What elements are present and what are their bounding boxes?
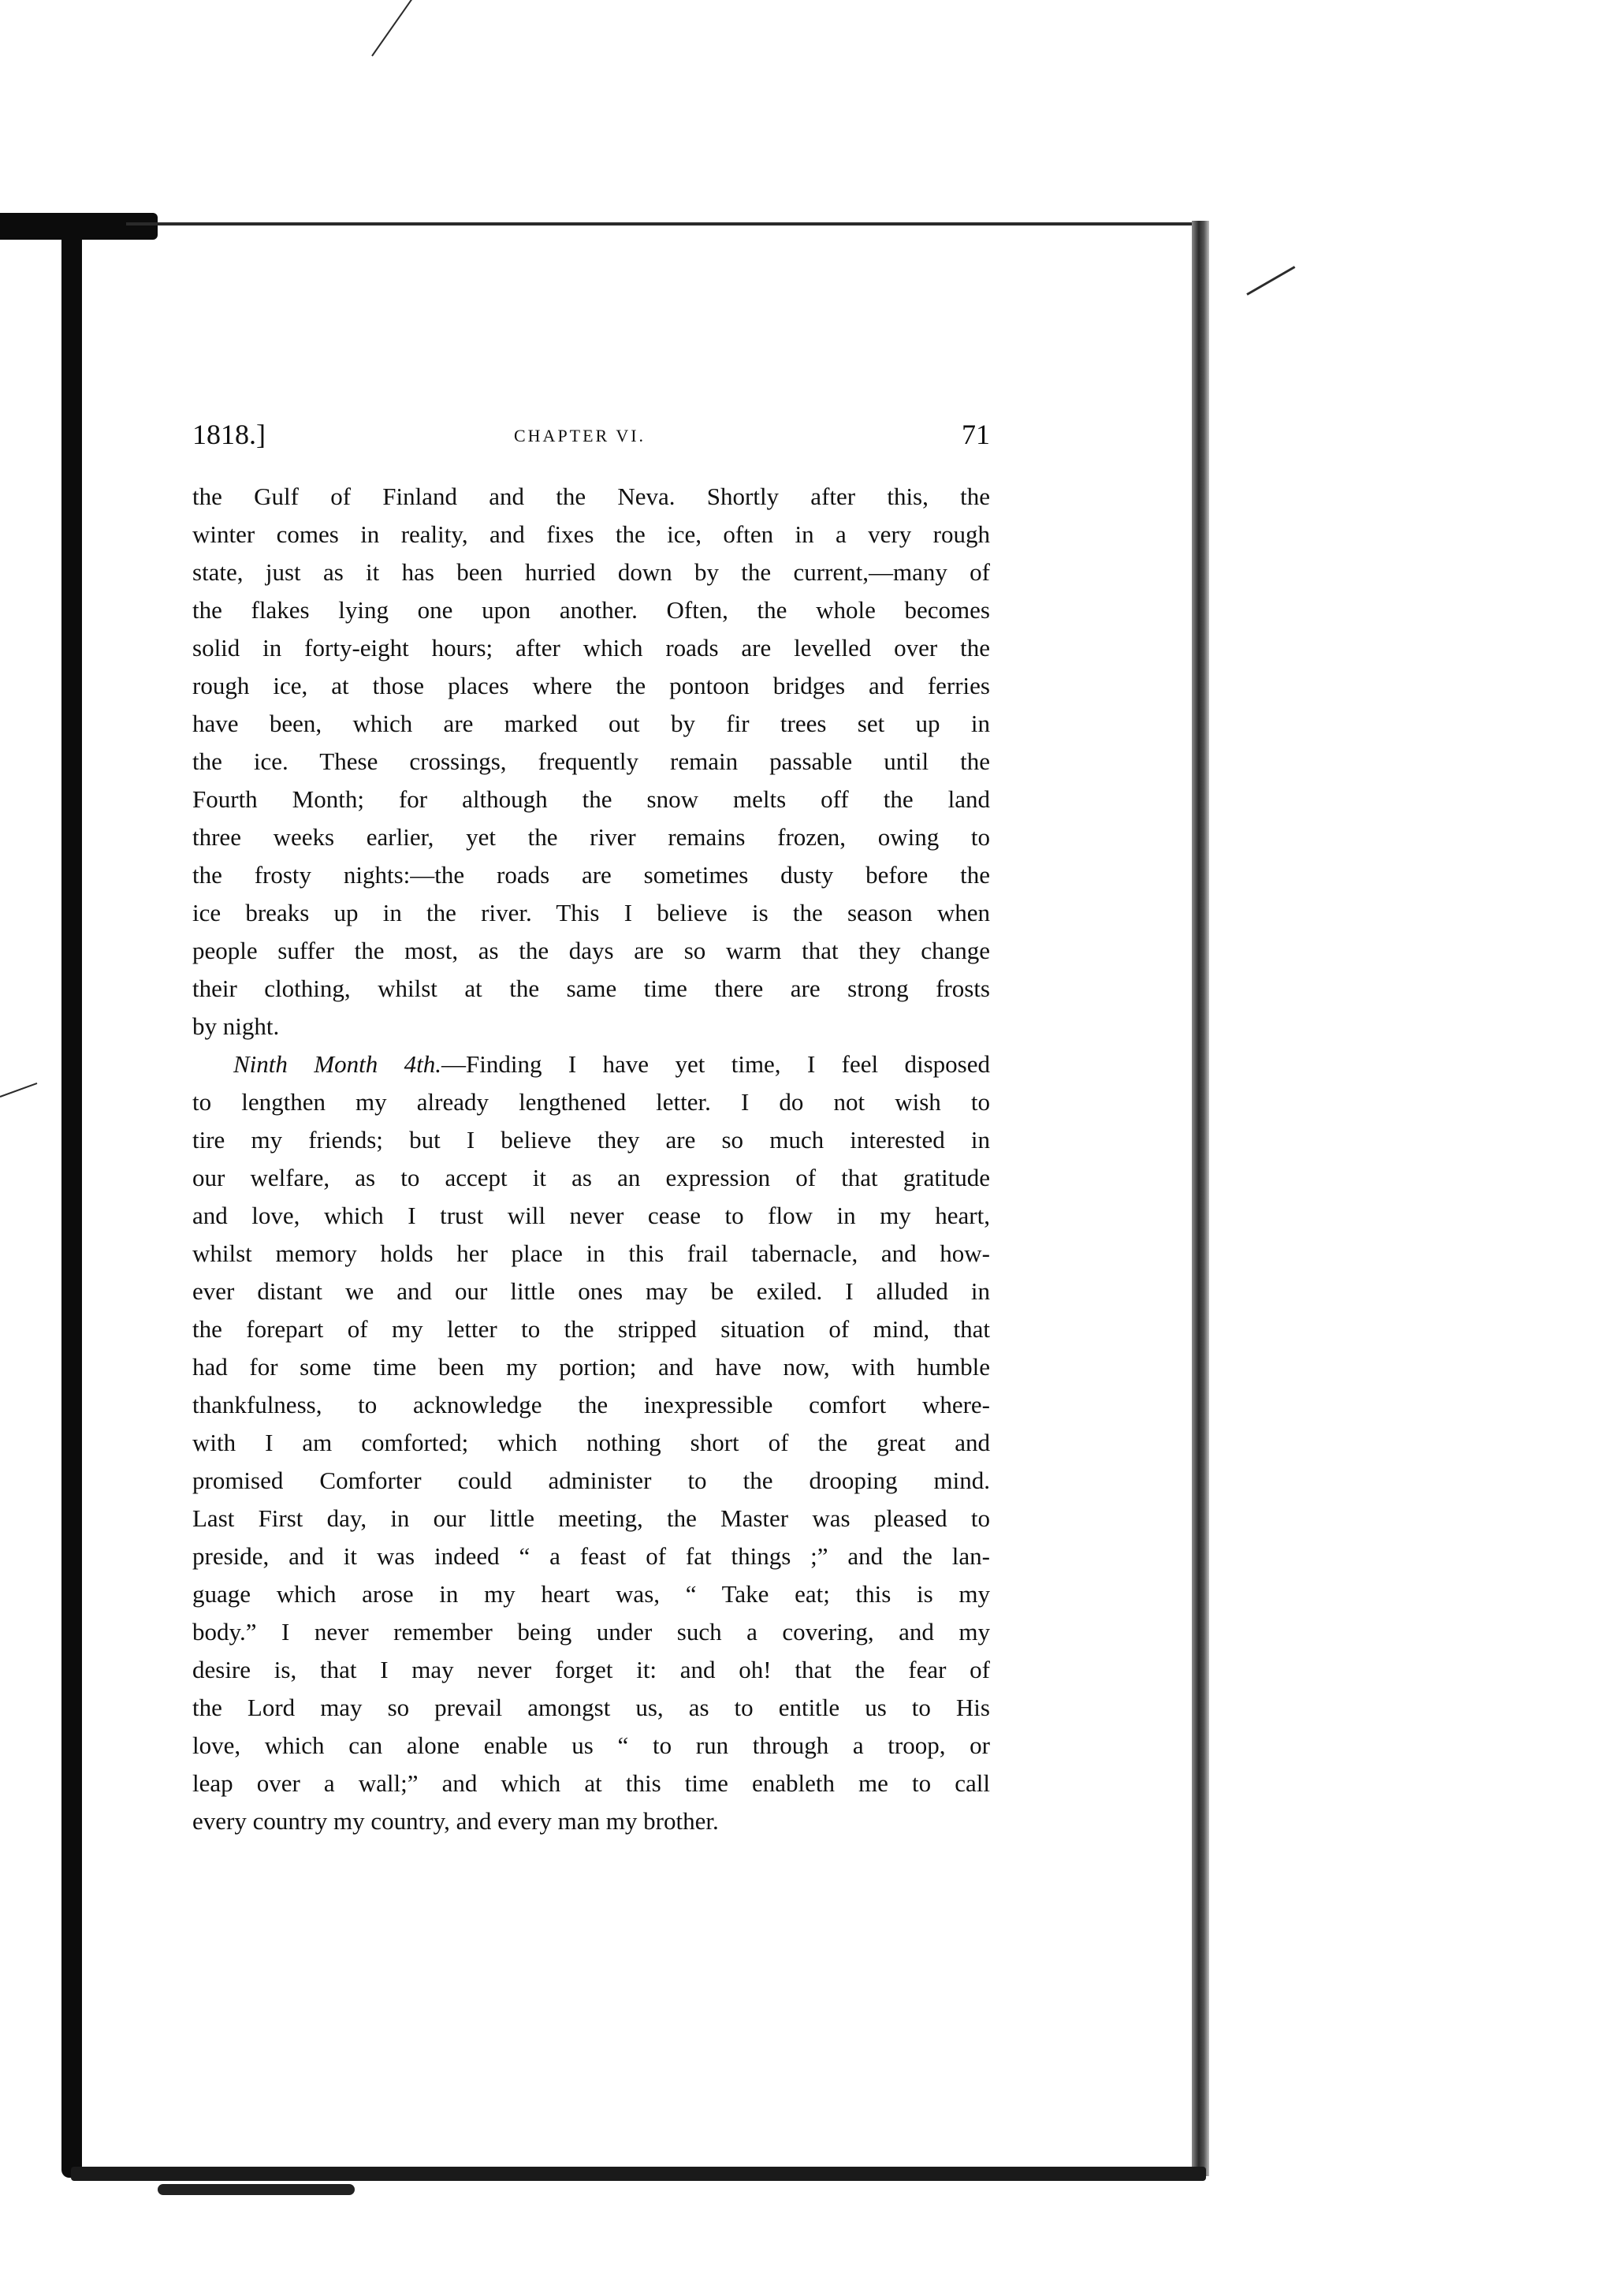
pencil-mark-right xyxy=(1246,266,1295,296)
text-line: body.” I never remember being under such a covering, and my xyxy=(192,1618,990,1646)
text-line: Last First day, in our little meeting, the Master was pleased to xyxy=(192,1504,990,1532)
text-line: to lengthen my already lengthened letter. I do not wish to xyxy=(192,1088,990,1116)
text-line: preside, and it was indeed “ a feast of fat things ;” and the lan- xyxy=(192,1542,990,1570)
text-line: the Lord may so prevail amongst us, as to entitle us to His xyxy=(192,1694,990,1721)
text-line: their clothing, whilst at the same time there are strong frosts xyxy=(192,975,990,1002)
bottom-smudge xyxy=(158,2184,355,2195)
text-line: whilst memory holds her place in this frail tabernacle, and how- xyxy=(192,1239,990,1267)
text-line: guage which arose in my heart was, “ Take eat; this is my xyxy=(192,1580,990,1608)
pencil-mark-left xyxy=(0,1083,37,1098)
text-line: ice breaks up in the river. This I believe is the season when xyxy=(192,899,990,926)
paragraph-lead-text: —Finding I have yet time, I feel disposed xyxy=(441,1050,991,1078)
page-number: 71 xyxy=(962,419,990,450)
text-line: our welfare, as to accept it as an expression of that gratitude xyxy=(192,1164,990,1191)
text-line: solid in forty-eight hours; after which roads are levelled over the xyxy=(192,634,990,662)
pencil-mark-top xyxy=(371,0,413,57)
header-year: 1818.] xyxy=(192,419,266,450)
body-text xyxy=(192,478,990,1840)
text-line: with I am comforted; which nothing short of the great and xyxy=(192,1429,990,1456)
date-heading: Ninth Month 4th. xyxy=(233,1050,441,1078)
paragraph-lead-line xyxy=(192,1046,990,1083)
text-line: every country my country, and every man my brother. xyxy=(192,1807,719,1835)
text-line: promised Comforter could administer to the drooping mind. xyxy=(192,1467,990,1494)
page-top-edge xyxy=(126,222,1198,226)
header-chapter: CHAPTER VI. xyxy=(514,426,646,445)
text-line: the forepart of my letter to the stripped situation of mind, that xyxy=(192,1315,990,1343)
text-line: had for some time been my portion; and have now, with humble xyxy=(192,1353,990,1381)
text-line: winter comes in reality, and fixes the ice, often in a very rough xyxy=(192,520,990,548)
text-line: the flakes lying one upon another. Often, the whole becomes xyxy=(192,596,990,624)
text-line: tire my friends; but I believe they are so much interested in xyxy=(192,1126,990,1154)
text-line: state, just as it has been hurried down by the current,—many of xyxy=(192,558,990,586)
page-right-edge xyxy=(1192,221,1209,2176)
text-line: desire is, that I may never forget it: and oh! that the fear of xyxy=(192,1656,990,1683)
text-line: love, which can alone enable us “ to run through a troop, or xyxy=(192,1731,990,1759)
text-line: three weeks earlier, yet the river remains frozen, owing to xyxy=(192,823,990,851)
text-line: leap over a wall;” and which at this time enableth me to call xyxy=(192,1769,990,1797)
text-line: people suffer the most, as the days are so warm that they change xyxy=(192,937,990,964)
running-header xyxy=(192,418,990,465)
text-line: Fourth Month; for although the snow melts off the land xyxy=(192,785,990,813)
text-line: ever distant we and our little ones may be exiled. I alluded in xyxy=(192,1277,990,1305)
book-spine-top xyxy=(0,213,158,240)
text-line: and love, which I trust will never cease to flow in my heart, xyxy=(192,1202,990,1229)
book-spine xyxy=(61,222,82,2178)
text-line: thankfulness, to acknowledge the inexpressible comfort where- xyxy=(192,1391,990,1418)
text-line: the Gulf of Finland and the Neva. Shortly after this, the xyxy=(192,483,990,510)
text-line: the ice. These crossings, frequently remain passable until the xyxy=(192,747,990,775)
page-bottom-edge xyxy=(71,2167,1206,2181)
text-line: the frosty nights:—the roads are sometimes dusty before the xyxy=(192,861,990,889)
text-line: have been, which are marked out by fir trees set up in xyxy=(192,710,990,737)
text-line: by night. xyxy=(192,1012,280,1040)
text-line: rough ice, at those places where the pontoon bridges and ferries xyxy=(192,672,990,699)
